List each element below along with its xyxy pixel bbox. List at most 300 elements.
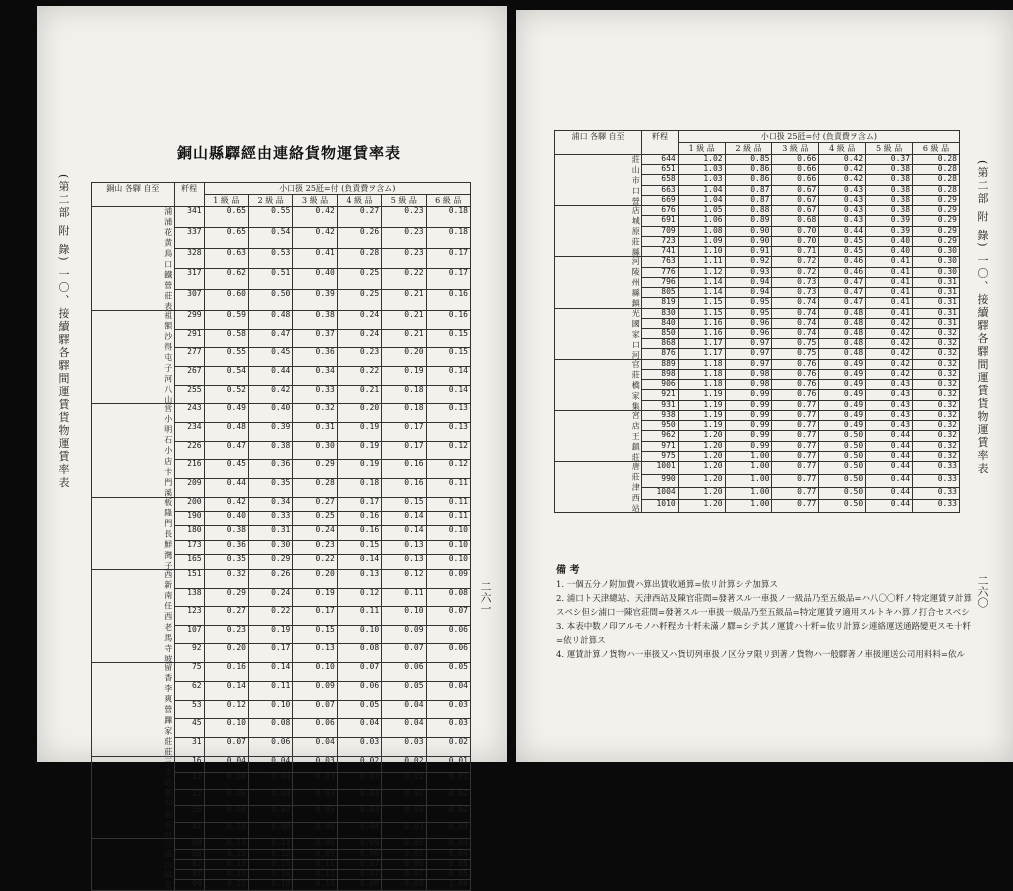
rate-cell: 0.42 xyxy=(866,349,913,359)
class-header: 4 級 品 xyxy=(819,143,866,155)
rate-table xyxy=(91,182,471,891)
rate-cell: 0.37 xyxy=(293,329,337,348)
rate-cell: 0.11 xyxy=(426,512,470,526)
rate-cell: 0.02 xyxy=(382,789,426,806)
rate-cell: 0.31 xyxy=(913,298,960,308)
rate-cell: 0.95 xyxy=(725,298,772,308)
rate-cell: 0.11 xyxy=(337,607,381,626)
rate-cell: 0.08 xyxy=(248,719,292,738)
rate-cell: 0.49 xyxy=(819,421,866,431)
rate-cell: 0.77 xyxy=(772,431,819,441)
rate-cell: 0.33 xyxy=(913,487,960,500)
rate-cell: 0.32 xyxy=(913,369,960,379)
rate-cell: 0.77 xyxy=(772,410,819,420)
rate-cell: 0.24 xyxy=(248,588,292,607)
rate-cell: 0.41 xyxy=(866,257,913,267)
rate-cell: 0.76 xyxy=(772,380,819,390)
rate-cell: 0.23 xyxy=(382,207,426,228)
rate-cell: 0.07 xyxy=(337,859,381,869)
class-header: 3 級 品 xyxy=(293,195,337,207)
rate-cell: 0.54 xyxy=(248,227,292,248)
rate-cell: 0.23 xyxy=(204,625,248,644)
small-lot-header: 小口扱 25瓩=付 (負責費ヲ含ム) xyxy=(678,131,959,143)
rate-cell: 0.14 xyxy=(426,385,470,404)
rate-cell: 0.03 xyxy=(293,773,337,790)
rate-cell: 0.13 xyxy=(426,422,470,441)
rate-cell: 1.14 xyxy=(678,277,725,287)
rate-cell: 0.44 xyxy=(866,431,913,441)
rate-cell: 1.20 xyxy=(678,462,725,475)
route-header: 浦口 各驛 自至 xyxy=(555,131,642,155)
rate-cell: 1.16 xyxy=(678,318,725,328)
rate-cell: 0.70 xyxy=(772,236,819,246)
rate-cell: 0.46 xyxy=(819,267,866,277)
rate-cell: 0.99 xyxy=(725,400,772,410)
rate-cell: 0.44 xyxy=(866,441,913,451)
rate-cell: 0.03 xyxy=(337,737,381,756)
km-cell: 938 xyxy=(642,410,678,420)
rate-cell: 0.65 xyxy=(204,227,248,248)
rate-cell: 0.40 xyxy=(248,404,292,423)
rate-cell: 0.77 xyxy=(772,462,819,475)
rate-cell: 1.15 xyxy=(678,298,725,308)
km-cell: 741 xyxy=(642,247,678,257)
rate-cell: 1.19 xyxy=(678,421,725,431)
rate-cell: 0.86 xyxy=(725,175,772,185)
rate-cell: 0.32 xyxy=(913,421,960,431)
rate-cell: 0.25 xyxy=(337,290,381,311)
rate-cell: 1.06 xyxy=(426,880,470,890)
rate-cell: 1.20 xyxy=(678,431,725,441)
rate-cell: 0.44 xyxy=(866,500,913,513)
rate-cell: 0.03 xyxy=(382,737,426,756)
rate-cell: 0.17 xyxy=(248,644,292,663)
rate-cell: 0.11 xyxy=(426,478,470,497)
rate-cell: 0.73 xyxy=(772,277,819,287)
rate-cell: 0.05 xyxy=(382,849,426,859)
rate-cell: 0.05 xyxy=(337,839,381,849)
rate-cell: 0.38 xyxy=(866,185,913,195)
rate-cell: 0.12 xyxy=(426,460,470,479)
table-row xyxy=(92,310,471,329)
rate-cell: 0.19 xyxy=(204,870,248,880)
km-cell: 45 xyxy=(174,719,204,738)
rate-cell: 0.11 xyxy=(293,859,337,869)
rate-cell: 0.07 xyxy=(204,737,248,756)
rate-cell: 0.10 xyxy=(204,822,248,839)
rate-cell: 0.25 xyxy=(337,269,381,290)
table-row xyxy=(555,155,960,165)
rate-cell: 0.39 xyxy=(866,216,913,226)
rate-cell: 0.15 xyxy=(293,625,337,644)
rate-cell: 0.33 xyxy=(913,474,960,487)
rate-cell: 0.37 xyxy=(866,155,913,165)
rate-cell: 1.04 xyxy=(678,195,725,205)
rate-cell: 1.00 xyxy=(725,451,772,461)
station-names: 莊 山 市 口 營 xyxy=(555,155,642,206)
rate-cell: 1.17 xyxy=(678,349,725,359)
rate-cell: 0.23 xyxy=(382,248,426,269)
km-cell: 243 xyxy=(174,404,204,423)
rate-cell: 0.74 xyxy=(772,308,819,318)
rate-cell: 0.74 xyxy=(772,318,819,328)
rate-cell: 0.07 xyxy=(337,663,381,682)
rate-cell: 0.44 xyxy=(866,474,913,487)
rate-cell: 0.48 xyxy=(819,308,866,318)
rate-cell: 0.02 xyxy=(426,806,470,823)
rate-cell: 0.11 xyxy=(248,839,292,849)
rate-cell: 0.42 xyxy=(866,369,913,379)
rate-cell: 1.12 xyxy=(678,267,725,277)
rate-cell: 0.32 xyxy=(913,431,960,441)
rate-cell: 0.20 xyxy=(293,569,337,588)
rate-cell: 0.04 xyxy=(426,681,470,700)
rate-cell: 0.01 xyxy=(426,756,470,773)
rate-cell: 0.42 xyxy=(819,165,866,175)
rate-cell: 0.04 xyxy=(248,773,292,790)
rate-cell: 1.09 xyxy=(678,236,725,246)
rate-cell: 1.14 xyxy=(678,288,725,298)
station-names: 留 香 李 爽 營 蹕 家 莊 莊 xyxy=(92,663,175,756)
rate-cell: 0.20 xyxy=(204,644,248,663)
rate-cell: 0.19 xyxy=(248,625,292,644)
class-header: 5 級 品 xyxy=(866,143,913,155)
km-cell: 123 xyxy=(174,607,204,626)
rate-cell: 0.88 xyxy=(725,206,772,216)
left-page xyxy=(37,6,507,890)
rate-cell: 0.12 xyxy=(337,588,381,607)
rate-cell: 0.71 xyxy=(772,247,819,257)
rate-cell: 0.67 xyxy=(772,195,819,205)
rate-cell: 0.14 xyxy=(337,555,381,569)
rate-cell: 0.29 xyxy=(913,195,960,205)
rate-cell: 0.39 xyxy=(248,422,292,441)
rate-cell: 0.06 xyxy=(293,822,337,839)
rate-cell: 0.08 xyxy=(293,839,337,849)
rate-cell: 0.22 xyxy=(248,607,292,626)
rate-cell: 0.22 xyxy=(204,880,248,890)
rate-cell: 0.04 xyxy=(382,700,426,719)
rate-cell: 0.15 xyxy=(248,859,292,869)
rate-cell: 0.13 xyxy=(204,839,248,849)
note-item: 3. 本表中数ノ印アルモノハ粁程カ十粁未滿ノ驛=シテ其ノ運賃ハ十粁=依リ計算シ連絡運送通路變更スモ十粁=依リ計算ス xyxy=(556,622,971,646)
rate-cell: 0.16 xyxy=(204,663,248,682)
rate-cell: 0.05 xyxy=(337,700,381,719)
rate-cell: 0.28 xyxy=(293,478,337,497)
rate-cell: 0.13 xyxy=(426,404,470,423)
rate-cell: 0.42 xyxy=(293,227,337,248)
rate-cell: 0.33 xyxy=(248,512,292,526)
km-cell: 75 xyxy=(174,663,204,682)
rate-cell: 1.17 xyxy=(678,339,725,349)
rate-cell: 0.27 xyxy=(337,207,381,228)
table-row xyxy=(92,207,471,228)
rate-cell: 0.02 xyxy=(337,756,381,773)
rate-cell: 0.41 xyxy=(866,288,913,298)
km-cell: 889 xyxy=(642,359,678,369)
rate-cell: 0.31 xyxy=(913,277,960,287)
rate-cell: 0.87 xyxy=(725,195,772,205)
rate-cell: 0.48 xyxy=(819,349,866,359)
station-names: 宮 店 王 鎮 莊 xyxy=(555,410,642,461)
rate-cell: 0.42 xyxy=(248,385,292,404)
rate-cell: 0.29 xyxy=(913,206,960,216)
rate-cell: 0.06 xyxy=(382,859,426,869)
rate-cell: 0.05 xyxy=(293,806,337,823)
rate-cell: 0.77 xyxy=(772,500,819,513)
rate-cell: 0.04 xyxy=(337,822,381,839)
rate-cell: 0.10 xyxy=(426,555,470,569)
km-cell: 971 xyxy=(642,441,678,451)
rate-cell: 0.06 xyxy=(382,663,426,682)
rate-cell: 1.00 xyxy=(725,487,772,500)
rate-cell: 0.43 xyxy=(819,206,866,216)
rate-cell: 0.42 xyxy=(819,175,866,185)
rate-cell: 0.47 xyxy=(819,288,866,298)
table-row xyxy=(92,569,471,588)
rate-cell: 0.15 xyxy=(337,540,381,554)
rate-cell: 0.17 xyxy=(293,607,337,626)
rate-cell: 0.41 xyxy=(293,248,337,269)
rate-cell: 0.02 xyxy=(426,789,470,806)
rate-cell: 0.07 xyxy=(382,870,426,880)
class-header: 1 級 品 xyxy=(204,195,248,207)
rate-cell: 0.09 xyxy=(426,569,470,588)
notes xyxy=(556,564,976,662)
rate-cell: 0.19 xyxy=(382,366,426,385)
rate-cell: 0.03 xyxy=(293,756,337,773)
station-names: 河 陵 州 縣 鎮 xyxy=(555,257,642,308)
rate-cell: 0.14 xyxy=(426,366,470,385)
km-cell: 317 xyxy=(174,269,204,290)
rate-cell: 0.28 xyxy=(913,165,960,175)
rate-cell: 0.06 xyxy=(248,737,292,756)
rate-cell: 0.21 xyxy=(382,310,426,329)
rate-cell: 0.04 xyxy=(426,839,470,849)
rate-cell: 0.49 xyxy=(819,400,866,410)
km-cell: 663 xyxy=(642,185,678,195)
km-cell: 44 xyxy=(174,822,204,839)
station-names: 営 小 明 石 小 店 卡 門 溪 xyxy=(92,404,175,497)
rate-cell: 0.08 xyxy=(204,806,248,823)
rate-cell: 0.18 xyxy=(204,859,248,869)
km-cell: 307 xyxy=(174,290,204,311)
rate-cell: 0.03 xyxy=(337,806,381,823)
rate-cell: 0.05 xyxy=(426,859,470,869)
rate-cell: 0.43 xyxy=(866,400,913,410)
rate-cell: 0.43 xyxy=(819,195,866,205)
page-title: 銅山縣驛經由連絡貨物運賃率表 xyxy=(177,144,402,162)
rate-cell: 0.15 xyxy=(426,348,470,367)
rate-cell: 0.30 xyxy=(293,441,337,460)
rate-cell: 0.40 xyxy=(866,236,913,246)
rate-cell: 0.31 xyxy=(913,308,960,318)
rate-cell: 0.14 xyxy=(204,681,248,700)
km-cell: 962 xyxy=(642,431,678,441)
rate-cell: 0.30 xyxy=(248,540,292,554)
rate-cell: 0.74 xyxy=(772,328,819,338)
rate-cell: 0.40 xyxy=(204,512,248,526)
class-header: 6 級 品 xyxy=(913,143,960,155)
km-cell: 60 xyxy=(174,839,204,849)
rate-cell: 0.29 xyxy=(913,216,960,226)
rate-cell: 0.38 xyxy=(248,441,292,460)
km-cell: 876 xyxy=(642,349,678,359)
rate-cell: 0.50 xyxy=(819,487,866,500)
rate-cell: 0.43 xyxy=(819,216,866,226)
rate-cell: 0.44 xyxy=(866,487,913,500)
rate-cell: 0.38 xyxy=(866,175,913,185)
rate-cell: 1.00 xyxy=(725,500,772,513)
km-cell: 830 xyxy=(642,308,678,318)
rate-cell: 0.65 xyxy=(204,207,248,228)
rate-cell: 0.49 xyxy=(819,369,866,379)
rate-cell: 0.03 xyxy=(426,700,470,719)
rate-cell: 0.42 xyxy=(866,328,913,338)
rate-cell: 0.32 xyxy=(204,569,248,588)
rate-cell: 0.05 xyxy=(382,681,426,700)
rate-cell: 0.08 xyxy=(426,588,470,607)
rate-cell: 0.12 xyxy=(382,569,426,588)
rate-cell: 1.04 xyxy=(678,185,725,195)
km-cell: 691 xyxy=(642,216,678,226)
rate-cell: 0.02 xyxy=(426,737,470,756)
station-names: 浦 浦 花 黄 鳥 口 鐵 營 莊 表 xyxy=(92,207,175,311)
rate-cell: 0.04 xyxy=(337,719,381,738)
rate-cell: 0.32 xyxy=(913,441,960,451)
rate-cell: 0.75 xyxy=(772,349,819,359)
rate-cell: 0.99 xyxy=(725,390,772,400)
notes-title: 備 考 xyxy=(556,565,580,576)
station-names: 西 新 南 任 西 老 馬 寺 坡 xyxy=(92,569,175,662)
rate-cell: 0.49 xyxy=(819,410,866,420)
rate-cell: 0.66 xyxy=(772,165,819,175)
rate-cell: 0.66 xyxy=(772,175,819,185)
rate-cell: 0.49 xyxy=(819,390,866,400)
rate-table xyxy=(554,130,960,513)
km-cell: 277 xyxy=(174,348,204,367)
rate-cell: 1.20 xyxy=(678,487,725,500)
rate-cell: 1.18 xyxy=(678,380,725,390)
rate-cell: 1.20 xyxy=(678,474,725,487)
km-cell: 68 xyxy=(174,849,204,859)
km-cell: 1001 xyxy=(642,462,678,475)
rate-cell: 0.58 xyxy=(204,329,248,348)
km-cell: 200 xyxy=(174,497,204,511)
rate-cell: 0.19 xyxy=(337,460,381,479)
rate-cell: 0.68 xyxy=(772,216,819,226)
rate-cell: 0.45 xyxy=(204,460,248,479)
rate-cell: 0.67 xyxy=(772,206,819,216)
rate-cell: 0.50 xyxy=(819,441,866,451)
rate-cell: 0.06 xyxy=(426,644,470,663)
rate-cell: 0.04 xyxy=(204,756,248,773)
rate-cell: 0.17 xyxy=(426,269,470,290)
side-header: (第二部 附 錄) 一〇、接續驛各驛間運賃貨物運賃率表 xyxy=(57,174,70,490)
rate-cell: 0.41 xyxy=(866,267,913,277)
rate-cell: 0.21 xyxy=(382,290,426,311)
rate-cell: 0.20 xyxy=(337,404,381,423)
station-names: 店 城 原 莊 縣 xyxy=(555,206,642,257)
rate-cell: 0.33 xyxy=(913,462,960,475)
rate-cell: 0.42 xyxy=(866,359,913,369)
km-cell: 180 xyxy=(174,526,204,540)
rate-cell: 0.04 xyxy=(248,789,292,806)
rate-cell: 0.97 xyxy=(725,349,772,359)
rate-cell: 0.19 xyxy=(293,588,337,607)
rate-cell: 0.50 xyxy=(819,462,866,475)
rate-cell: 0.32 xyxy=(913,410,960,420)
km-cell: 36 xyxy=(174,806,204,823)
km-cell: 337 xyxy=(174,227,204,248)
km-cell: 92 xyxy=(174,644,204,663)
table-row xyxy=(92,404,471,423)
rate-cell: 0.10 xyxy=(382,607,426,626)
rate-cell: 0.29 xyxy=(204,588,248,607)
rate-cell: 0.31 xyxy=(293,422,337,441)
rate-cell: 0.99 xyxy=(725,431,772,441)
rate-cell: 0.44 xyxy=(248,366,292,385)
rate-cell: 0.77 xyxy=(772,421,819,431)
rate-cell: 0.39 xyxy=(293,290,337,311)
rate-cell: 0.29 xyxy=(913,226,960,236)
rate-cell: 0.34 xyxy=(248,497,292,511)
rate-cell: 0.27 xyxy=(204,607,248,626)
rate-cell: 1.20 xyxy=(678,451,725,461)
rate-cell: 0.32 xyxy=(913,451,960,461)
rate-cell: 0.06 xyxy=(337,849,381,859)
rate-cell: 0.48 xyxy=(819,318,866,328)
rate-cell: 0.72 xyxy=(772,257,819,267)
km-cell: 341 xyxy=(174,207,204,228)
rate-cell: 0.10 xyxy=(248,700,292,719)
rate-cell: 0.03 xyxy=(426,822,470,839)
rate-cell: 1.15 xyxy=(678,308,725,318)
km-cell: 723 xyxy=(642,236,678,246)
rate-cell: 0.18 xyxy=(382,385,426,404)
rate-cell: 0.41 xyxy=(866,277,913,287)
rate-cell: 0.36 xyxy=(293,348,337,367)
rate-cell: 0.75 xyxy=(772,339,819,349)
km-header: 粁程 xyxy=(642,131,678,155)
rate-cell: 0.17 xyxy=(337,497,381,511)
rate-cell: 0.35 xyxy=(248,478,292,497)
rate-cell: 0.42 xyxy=(866,339,913,349)
note-item: 4. 運賃計算ノ貨物ハ一車扱又ハ貨切列車扱ノ区分ヲ限リ到著ノ貨物ハ一般驛著ノ車扱運送公司用料料=依ル xyxy=(556,650,965,660)
rate-cell: 0.26 xyxy=(248,569,292,588)
table-row xyxy=(555,410,960,420)
km-cell: 107 xyxy=(174,625,204,644)
km-cell: 226 xyxy=(174,441,204,460)
km-cell: 709 xyxy=(642,226,678,236)
rate-cell: 1.20 xyxy=(678,500,725,513)
rate-cell: 1.16 xyxy=(678,328,725,338)
rate-cell: 0.85 xyxy=(725,155,772,165)
km-cell: 651 xyxy=(642,165,678,175)
rate-cell: 0.09 xyxy=(293,849,337,859)
rate-cell: 0.10 xyxy=(426,526,470,540)
rate-cell: 0.17 xyxy=(382,422,426,441)
rate-cell: 0.03 xyxy=(382,806,426,823)
rate-cell: 0.11 xyxy=(426,497,470,511)
rate-cell: 0.60 xyxy=(204,290,248,311)
rate-cell: 0.95 xyxy=(725,308,772,318)
rate-cell: 1.02 xyxy=(678,155,725,165)
km-cell: 796 xyxy=(642,277,678,287)
rate-cell: 0.77 xyxy=(772,451,819,461)
rate-cell: 0.39 xyxy=(866,226,913,236)
rate-cell: 0.40 xyxy=(293,269,337,290)
